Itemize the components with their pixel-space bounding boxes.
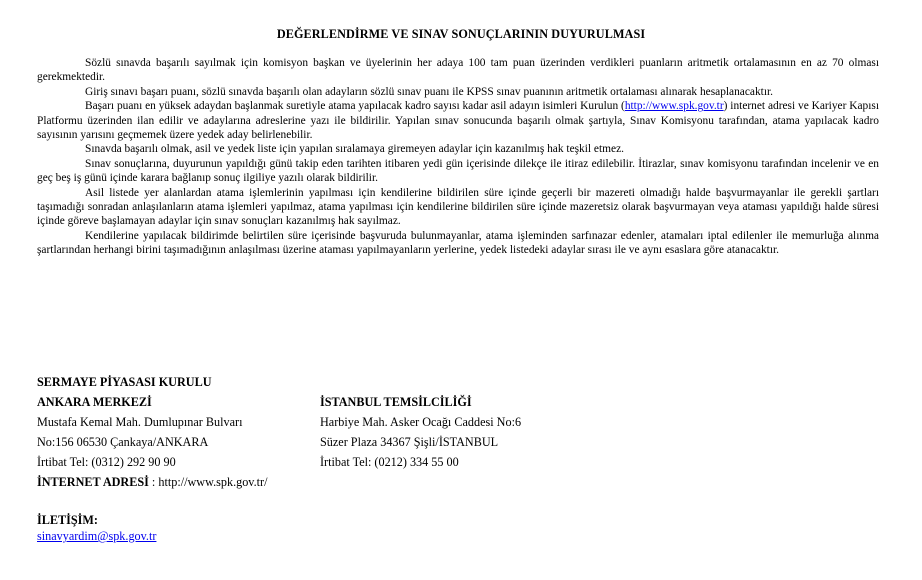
paragraph-announcement-text-end: ) internet adresi ve Kariyer Kapısı Platformu üzerinden ilan edilir ve adaylarına adreslerine yazı ile bildirilir. Yapılan sınav sonucunda başarılı olmak şartıyla, Sınav Komisyonu tarafından, atama yapılacak kadro sayısının yarısını geçmemek üzere yedek aday belirlenebilir. — [37, 100, 879, 142]
announcement-body — [37, 56, 879, 258]
organization-name: SERMAYE PİYASASI KURULU — [37, 375, 212, 389]
contact-label: İLETİŞİM: — [37, 513, 98, 527]
paragraph-objection: Sınav sonuçlarına, duyurunun yapıldığı günü takip eden tarihten itibaren yedi gün içerisinde dilekçe ile itiraz edilebilir. İtirazlar, sınav komisyonu tarafından incelenir ve en geç beş iş günü içinde karara bağlanıp sonuç ilgiliye yazılı olarak bildirilir. — [37, 157, 879, 185]
istanbul-phone: İrtibat Tel: (0212) 334 55 00 — [320, 455, 459, 469]
istanbul-address-line1: Harbiye Mah. Asker Ocağı Caddesi No:6 — [320, 415, 522, 429]
document-title: DEĞERLENDİRME VE SINAV SONUÇLARININ DUYURULMASI — [276, 27, 646, 41]
internet-address — [37, 472, 317, 492]
paragraph-announcement-method — [37, 99, 879, 142]
ankara-address-line1: Mustafa Kemal Mah. Dumlupınar Bulvarı — [37, 415, 243, 429]
paragraph-score-calculation: Giriş sınavı başarı puanı, sözlü sınavda başarılı olan adayların sözlü sınav puanı ile KPSS sınav puanının aritmetik ortalaması alınarak hesaplanacaktır. — [85, 85, 774, 98]
internet-address-label: İNTERNET ADRESİ — [37, 475, 149, 489]
contact-block — [37, 512, 156, 544]
footer-ankara-block — [37, 372, 317, 492]
paragraph-announcement-text-start: Başarı puanı en yüksek adaydan başlanmak suretiyle atama yapılacak kadro sayısı kadar asil adayın isimleri Kurulun ( — [85, 100, 625, 113]
spk-website-link[interactable]: http://www.spk.gov.tr — [624, 100, 724, 113]
istanbul-address-line2: Süzer Plaza 34367 Şişli/İSTANBUL — [320, 435, 499, 449]
footer-istanbul-block — [320, 392, 620, 472]
paragraph-oral-exam-threshold: Sözlü sınavda başarılı sayılmak için komisyon başkan ve üyelerinin her adaya 100 tam puan üzerinden verdikleri puanların aritmetik ortalamasının en az 70 olması gerekmektedir. — [37, 57, 879, 84]
internet-address-value: http://www.spk.gov.tr/ — [158, 475, 268, 489]
contact-email-link[interactable]: sinavyardim@spk.gov.tr — [37, 529, 157, 543]
ankara-office-title: ANKARA MERKEZİ — [37, 395, 152, 409]
paragraph-main-list-conditions: Asil listede yer alanlardan atama işlemlerinin yapılması için kendilerine bildirilen süre içinde geçerli bir mazereti olmadığı halde başvurmayanlar ile gerekli şartları taşımadığı sonradan anlaşılanların atama işlemleri yapılmaz, atama yapılması için kendilerine bildirilen süre içinde mazeretsiz olarak başvurmayan veya ataması yapıldığı halde süresi içinde göreve başlamayan adaylar için sınav sonuçları kazanılmış hak sayılmaz. — [37, 186, 879, 228]
internet-address-separator: : — [148, 475, 159, 489]
paragraph-reserve-list: Kendilerine yapılacak bildirimde belirtilen süre içerisinde başvuruda bulunmayanlar, atama işleminden sarfınazar edenler, atamaları iptal edilenler ile memurluğa alınma şartlarından herhangi birini taşımadığının anlaşılması üzerine ataması yapılmayanların yerlerine, yedek listedeki adaylar sırası ile ve aynı esaslara göre atanacaktır. — [37, 229, 879, 257]
ankara-phone: İrtibat Tel: (0312) 292 90 90 — [37, 455, 176, 469]
paragraph-no-acquired-right: Sınavda başarılı olmak, asil ve yedek liste için yapılan sıralamaya giremeyen adaylar için kazanılmış hak teşkil etmez. — [85, 143, 624, 156]
istanbul-office-title: İSTANBUL TEMSİLCİLİĞİ — [320, 395, 472, 409]
ankara-address-line2: No:156 06530 Çankaya/ANKARA — [37, 435, 209, 449]
